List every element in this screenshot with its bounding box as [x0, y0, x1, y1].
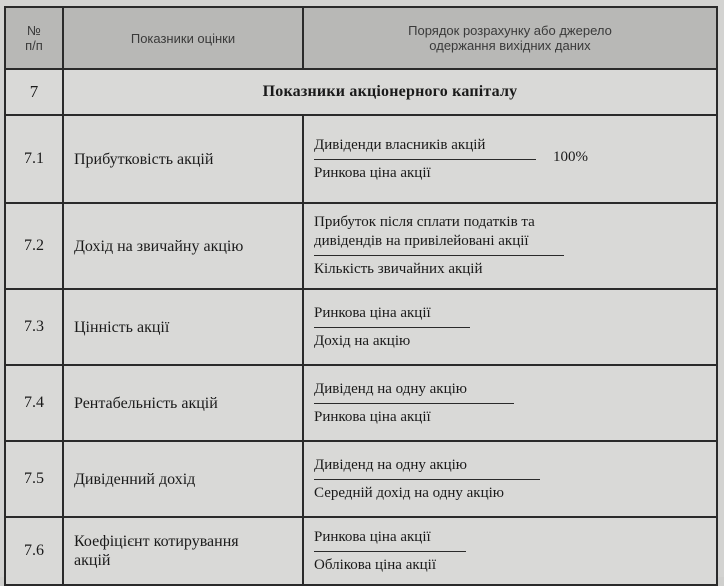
row-number: 7.3: [5, 289, 63, 365]
row-indicator-name: Дохід на звичайну акцію: [63, 203, 303, 289]
formula-denominator: Середній дохід на одну акцію: [314, 484, 504, 501]
row-formula: [303, 517, 717, 585]
row-indicator-name: Дивіденний дохід: [63, 441, 303, 517]
header-formula: [303, 7, 717, 69]
header-formula-line2: одержання вихідних даних: [429, 38, 591, 53]
formula-numerator: Дивіденди власників акцій: [314, 136, 486, 153]
section-number: 7: [5, 69, 63, 115]
table-row: [5, 441, 717, 517]
formula-numerator-line1: Прибуток після сплати податків та: [314, 214, 535, 230]
section-row: [5, 69, 717, 115]
indicators-table: [4, 6, 718, 586]
formula-multiplier: 100%: [553, 149, 588, 165]
formula-denominator: Дохід на акцію: [314, 332, 411, 349]
row-formula: [303, 115, 717, 203]
header-indicators: Показники оцінки: [63, 7, 303, 69]
formula-numerator-line2: дивідендів на привілейовані акції: [314, 233, 529, 249]
table-row: [5, 289, 717, 365]
fraction-line: [314, 327, 470, 328]
table-row: [5, 203, 717, 289]
table-row: [5, 115, 717, 203]
row-indicator-name-line1: Коефіцієнт котирування: [74, 533, 239, 550]
row-indicator-name: [63, 517, 303, 585]
row-number: 7.5: [5, 441, 63, 517]
table-header-row: [5, 7, 717, 69]
row-indicator-name: Рентабельність акцій: [63, 365, 303, 441]
formula-numerator: Ринкова ціна акції: [314, 528, 431, 545]
row-indicator-name: Прибутковість акцій: [63, 115, 303, 203]
row-indicator-name-line2: акцій: [74, 552, 111, 569]
formula-denominator: Ринкова ціна акції: [314, 164, 431, 181]
row-number: 7.1: [5, 115, 63, 203]
row-formula: [303, 203, 717, 289]
formula-numerator: Ринкова ціна акції: [314, 304, 431, 321]
section-title: Показники акціонерного капіталу: [63, 69, 717, 115]
fraction-line: [314, 479, 540, 480]
row-formula: [303, 441, 717, 517]
formula-denominator: Ринкова ціна акції: [314, 408, 431, 425]
row-indicator-name: Цінність акції: [63, 289, 303, 365]
fraction-line: [314, 403, 514, 404]
table-row: [5, 517, 717, 585]
header-formula-line1: Порядок розрахунку або джерело: [408, 23, 612, 38]
row-formula: [303, 289, 717, 365]
header-number-line2: п/п: [25, 38, 43, 53]
header-number-line1: №: [27, 23, 41, 38]
formula-denominator: Облікова ціна акції: [314, 556, 436, 573]
formula-numerator: Дивіденд на одну акцію: [314, 380, 467, 397]
row-number: 7.4: [5, 365, 63, 441]
row-number: 7.2: [5, 203, 63, 289]
fraction-line: [314, 551, 466, 552]
formula-denominator: Кількість звичайних акцій: [314, 261, 483, 277]
formula-numerator: Дивіденд на одну акцію: [314, 456, 467, 473]
row-formula: [303, 365, 717, 441]
fraction-line: [314, 255, 564, 256]
row-number: 7.6: [5, 517, 63, 585]
header-number: [5, 7, 63, 69]
table-row: [5, 365, 717, 441]
fraction-line: [314, 159, 536, 160]
